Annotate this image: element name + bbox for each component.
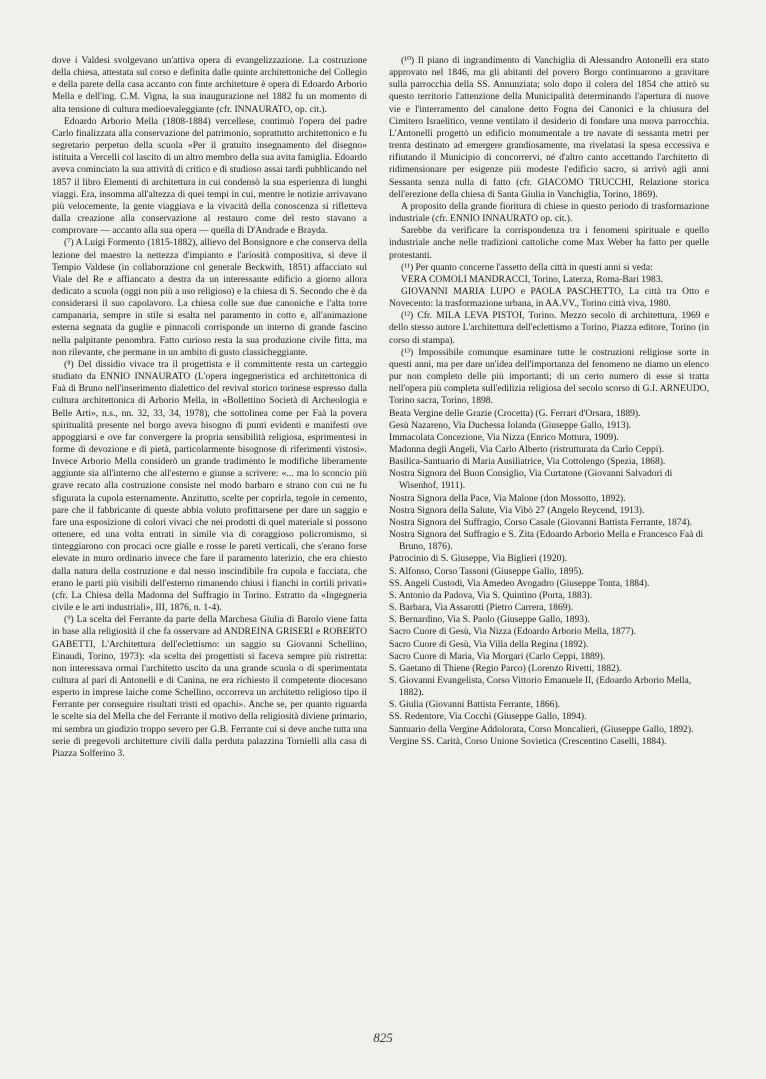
right-paragraph: Patrocinio di S. Giuseppe, Via Biglieri (1920). xyxy=(389,553,568,565)
right-paragraph: Nostra Signora del Buon Consiglio, Via Curtatone (Giovanni Salvadori di Wisenhof, 1911). xyxy=(389,468,673,492)
right-paragraph: S. Alfonso, Corso Tassoni (Giuseppe Gallo, 1895). xyxy=(389,565,584,577)
right-paragraph: S. Giovanni Evangelista, Corso Vittorio Emanuele II, (Edoardo Arborio Mella, 1882). xyxy=(389,674,692,699)
right-paragraph: Immacolata Concezione, Via Nizza (Enrico Mottura, 1909). xyxy=(389,431,619,443)
left-paragraph: (⁷) A Luigi Formento (1815-1882), allievo del Bonsignore e che conserva della lezione del maestro la nettezza d'impianto e l'ariosità compositiva, si deve il Tempio Valdese (in collaborazione col generale Beckwith, 1851) affacciato sul Viale del Re e affiancato a destra da un interessante edificio a giorno allora dedicato a scuola (oggi non più a uso religioso) e la chiesa di S. Secondo che è da considerarsi il suo capolavoro. La chiesa colle sue due canoniche e l'alta torre campanaria, sempre in stile si esalta nel paramento in cotto e, all'animazione esterna segnata da guglie e pinnacoli corrisponde un interno di grande fascino nella palpitante penombra. Fatto curioso resta la sua produzione civile fitta, ma non rilevante, che permane in un ambito di gusto classicheggiante. xyxy=(52,237,367,358)
right-paragraph: Nostra Signora del Suffragio, Corso Casale (Giovanni Battista Ferrante, 1874). xyxy=(389,516,693,528)
right-paragraph: Nostra Signora della Salute, Via Vibò 27 (Angelo Reycend, 1913). xyxy=(389,504,645,516)
right-paragraph: Sarebbe da verificare la corrispondenza tra i fenomeni spirituale e quello industriale anche nelle tradizioni cattoliche come Max Weber ha fatto per quelle protestanti. xyxy=(389,225,709,261)
right-text-column xyxy=(389,55,709,748)
left-paragraph: (⁸) Del dissidio vivace tra il progettista e il committente resta un carteggio studiato da ENNIO INNAURATO (L'opera ingegneristica ed architettonica di Faà di Bruno nell'inserimento dialettico del revival storico torinese espresso dalla cultura architettonica di Arborio Mella, in «Bollettino Società di Archeologia e Belle Arti», n.s., nn. 32, 33, 34, 1978), che sottolinea come per Faà la povera spiritualità presente nel borgo aveva bisogno di punti evidenti e manifesti ove appoggiarsi e ove far convergere la propria sensibilità religiosa, esprimentesi in forme di devozione e di pietà, particolarmente bisognose di riferimenti vistosi». Invece Arborio Mella considerò un grande tradimento le modifiche liberamente aggiunte sia all'interno che all'esterno e giunse a scrivere: «... ma lo sconcio più grave recato alla costruzione consiste nel modo barbaro e strano con cui ne fu sfigurata la cupola esternamente. Anzitutto, scelte per coprirla, tegole in cemento, pare che il fabbricante di queste abbia voluto profittarsene per dare un saggio e fare una esposizione di colori vivaci che nei prodotti di quel materiale si possono ottenere, ed una volta entrati in simile via di coraggioso policromismo, si tinteggiarono con procaci ocre gialle e rosse le pareti verticali, che s'erano forse elevate in muro ordinario invece che fare il paramento laterizio, che era chiesto dalla natura della costruzione e dal nesso inscindibile fra cupola e facciata, che erano le parti più visibili dell'esterno rimanendo chiusi i fianchi in cortili privati» (cfr. La Chiesa della Madonna del Suffragio in Torino. Estratto da «Ingegneria civile e le arti industriali», III, 1876, n. 1-4). xyxy=(52,358,367,614)
right-paragraph: GIOVANNI MARIA LUPO e PAOLA PASCHETTO, La città tra Otto e Novecento: la trasformazione urbana, in AA.VV., Torino città viva, 1980. xyxy=(389,285,709,310)
right-paragraph: (¹⁰) Il piano di ingrandimento di Vanchiglia di Alessandro Antonelli era stato approvato nel 1846, ma gli abitanti del povero Borgo continuarono a gravitare sulla parrocchia della SS. Annunziata; solo dopo il colera del 1854 che attirò su questo territorio l'attenzione della Municipalità determinando l'apertura di nuove vie e l'interramento del canalone detto Fogna dei Canonici e la chiusura del Cimitero Israelitico, venne ventilato il desiderio di fondare una nuova parrocchia. L'Antonelli progettò un edificio monumentale a tre navate di sessanta metri per trenta destinato ad emergere grandiosamente, ma rivelatasi la spesa eccessiva e rifiutando il Municipio di concorrervi, né d'altro canto accettando l'architetto di ridimensionare per esigenze più modeste l'edificio sacro, si arrivò agli anni Sessanta senza nulla di fatto (cfr. GIACOMO TRUCCHI, Relazione storica dell'erezione della chiesa di Santa Giulia in Vanchiglia, Torino, 1869). xyxy=(389,55,709,200)
right-paragraph: Sacro Cuore di Gesù, Via Villa della Regina (1892). xyxy=(389,638,589,650)
right-paragraph: S. Barbara, Via Assarotti (Pietro Carrera, 1869). xyxy=(389,602,574,614)
right-paragraph: SS. Angeli Custodi, Via Amedeo Avogadro (Giuseppe Tonta, 1884). xyxy=(389,577,650,589)
right-paragraph: Vergine SS. Carità, Corso Unione Sovietica (Crescentino Caselli, 1884). xyxy=(389,735,667,747)
right-paragraph: S. Bernardino, Via S. Paolo (Giuseppe Gallo, 1893). xyxy=(389,614,590,626)
right-paragraph: S. Giulia (Giovanni Battista Ferrante, 1866). xyxy=(389,699,561,711)
right-paragraph: Nostra Signora della Pace, Via Malone (don Mossotto, 1892). xyxy=(389,492,626,504)
right-paragraph: Sacro Cuore di Gesù, Via Nizza (Edoardo Arborio Mella, 1877). xyxy=(389,626,637,638)
right-paragraph: Basilica-Santuario di Maria Ausiliatrice, Via Cottolengo (Spezia, 1868). xyxy=(389,456,666,468)
right-paragraph: Sacro Cuore di Maria, Via Morgari (Carlo Ceppi, 1889). xyxy=(389,650,606,662)
right-paragraph: Santuario della Vergine Addolorata, Corso Moncalieri, (Giuseppe Gallo, 1892). xyxy=(389,723,694,735)
left-paragraph: Edoardo Arborio Mella (1808-1884) vercellese, continuò l'opera del padre Carlo finalizzata alla conservazione del patrimonio, soprattutto architettonico e fu segretario perpetuo della scuola «Per il gratuito insegnamento del disegno» istituita a Vercelli col lascito di un altro membro della sua avita famiglia. Edoardo aveva cominciato la sua attività di critico e di studioso assai tardi pubblicando nel 1857 il libro Elementi di architettura in cui condensò la sua esperienza di lunghi viaggi. Era, insomma all'altezza di quei tempi in cui, mentre le notizie arrivavano più velocemente, la gente viaggiava e la vivacità della conoscenza si rifletteva dalla creazione alla conservazione al restauro come del resto stavano a comprovare — accanto alla sua opera — quella di D'Andrade e Brayda. xyxy=(52,115,367,237)
right-paragraph: VERA COMOLI MANDRACCI, Torino, Laterza, Roma-Bari 1983. xyxy=(401,273,663,285)
right-paragraph: (¹¹) Per quanto concerne l'assetto della città in questi anni si veda: xyxy=(401,261,653,273)
left-text-column xyxy=(52,55,367,760)
right-paragraph: Beata Vergine delle Grazie (Crocetta) (G. Ferrari d'Orsara, 1889). xyxy=(389,407,641,419)
right-paragraph: (¹²) Cfr. MILA LEVA PISTOI, Torino. Mezzo secolo di architettura, 1969 e dello stesso autore L'architettura dell'eclettismo a Torino, Piazza editore, Torino (in corso di stampa). xyxy=(389,310,709,346)
left-paragraph: dove i Valdesi svolgevano un'attiva opera di evangelizzazione. La costruzione della chiesa, attestata sul corso e definita dalle quinte architettoniche del Collegio e della parete della casa accanto con finte architetture è opera di Edoardo Arborio Mella e dell'ing. C.M. Vigna, la sua inaugurazione nel 1882 fu un momento di alta tensione di cultura medioevaleggiante (cfr. INNAURATO, op. cit.). xyxy=(52,55,367,115)
right-paragraph: A proposito della grande fioritura di chiese in questo periodo di trasformazione industriale (cfr. ENNIO INNAURATO op. cit.). xyxy=(389,200,709,225)
right-paragraph: Madonna degli Angeli, Via Carlo Alberto (ristrutturata da Carlo Ceppi). xyxy=(389,444,665,455)
right-paragraph: SS. Redentore, Via Cocchi (Giuseppe Gallo, 1894). xyxy=(389,711,587,723)
right-paragraph: S. Antonio da Padova, Via S. Quintino (Porta, 1883). xyxy=(389,589,593,601)
right-paragraph: Nostra Signora del Suffragio e S. Zita (Edoardo Arborio Mella e Francesco Faà di Bruno, 1876). xyxy=(389,529,704,553)
right-paragraph: (¹³) Impossibile comunque esaminare tutte le costruzioni religiose sorte in questi anni, ma per dare un'idea dell'importanza del fenomeno ne diamo un elenco pur non completo delle più importanti; di un certo numero di esse si tratta nell'opera più completa sull'edilizia religiosa del secolo scorso di G.I. ARNEUDO, Torino sacra, Torino, 1898. xyxy=(389,346,709,407)
left-paragraph: (⁹) La scelta del Ferrante da parte della Marchesa Giulia di Barolo viene fatta in base alla religiosità il che fa osservare ad ANDREINA GRISERI e ROBERTO GABETTI, L'Architettura dell'eclettismo: un saggio su Giovanni Schellino, Einaudi, Torino, 1973): «la scelta dei progettisti si faceva sempre più ristretta: non interessava ormai l'architetto uscito da una grande scuola o di sperimentata cultura al pari di Antonelli e di Canina, ne era richiesto il competente diocesano esperto in imprese laiche come Schellino, occorreva un architetto religioso tipo il Ferrante per conseguire risultati tristi ed opachi». Anche se, per quanto riguarda le scelte sia del Mella che del Ferrante il motivo della religiosità diviene primario, mi sembra un giudizio troppo severo per G.B. Ferrante cui si deve anche tutta una serie di pregevoli architetture civili dalla perduta palazzina Tornielli alla casa di Piazza Solferino 3. xyxy=(52,614,367,759)
right-paragraph: Gesù Nazareno, Via Duchessa Iolanda (Giuseppe Gallo, 1913). xyxy=(389,419,632,431)
right-paragraph: S. Gaetano di Thiene (Regio Parco) (Lorenzo Rivetti, 1882). xyxy=(389,662,622,674)
page-number: 825 xyxy=(373,1030,393,1045)
